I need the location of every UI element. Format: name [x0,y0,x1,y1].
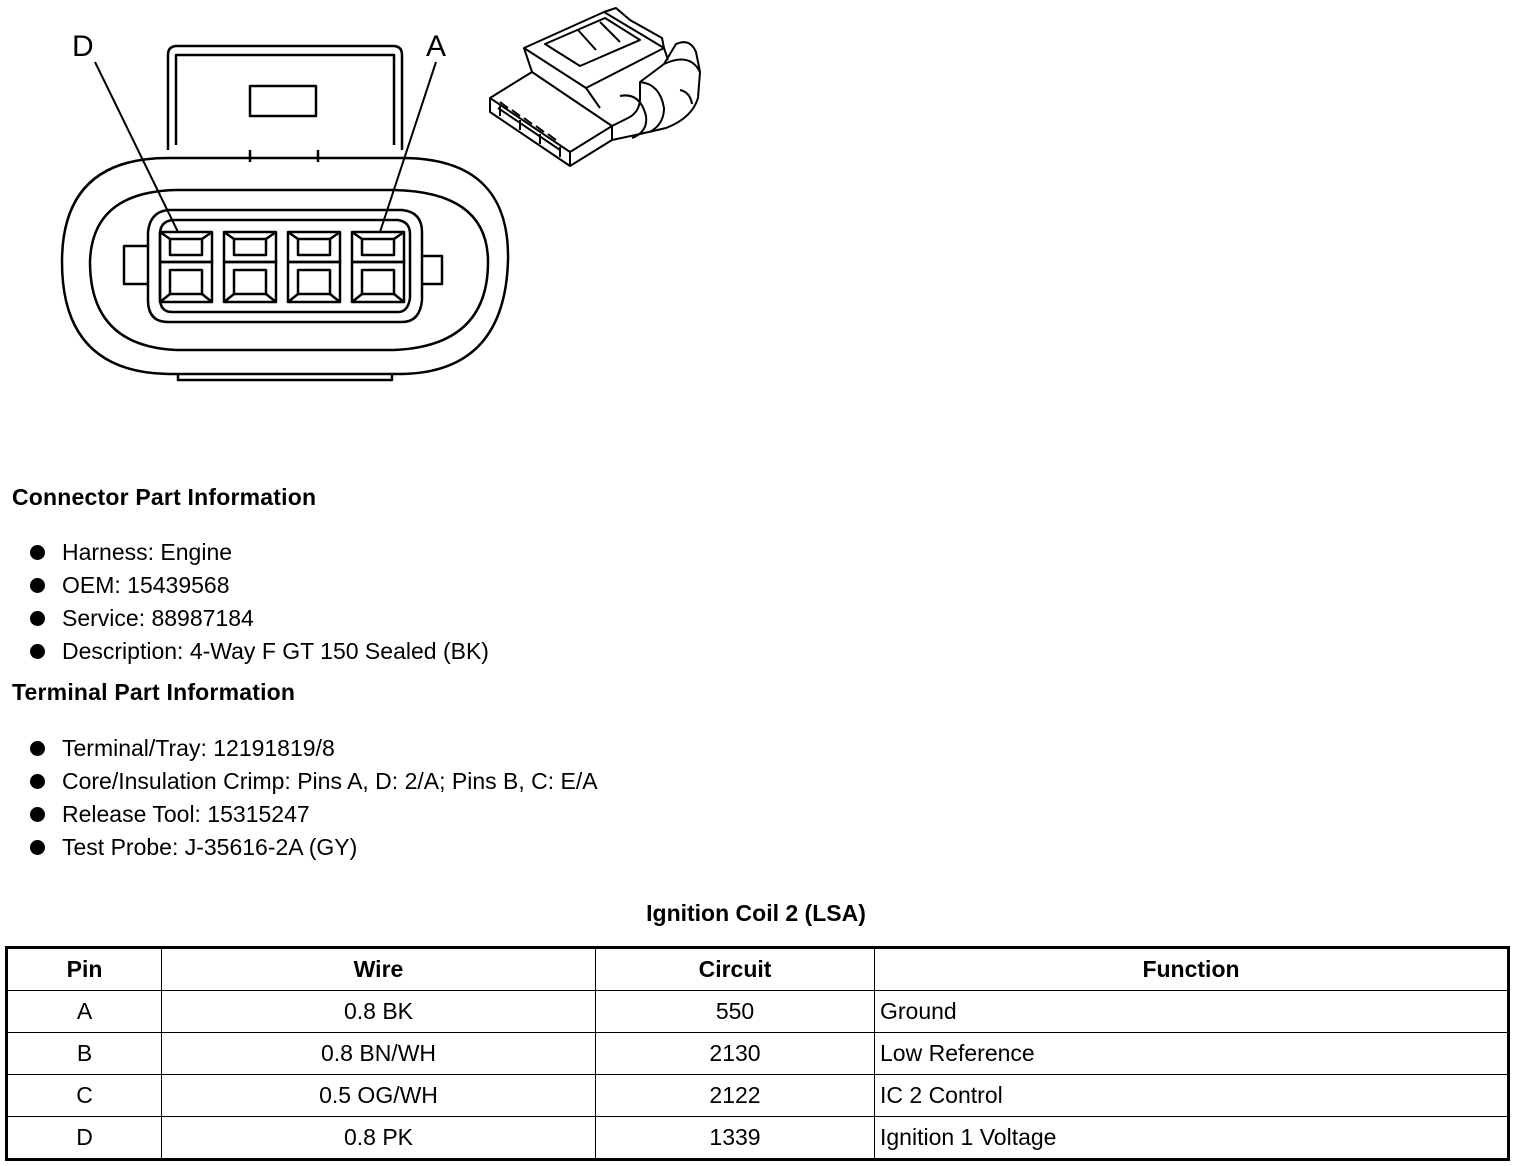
pinout-table [5,946,1510,1161]
cell-pin: D [7,1117,162,1160]
bullet-icon [30,578,45,593]
cell-circuit: 2130 [596,1033,875,1075]
list-item: Terminal/Tray: 12191819/8 [30,732,598,765]
column-header-function: Function [875,948,1509,991]
terminal-cavity-b [288,232,340,302]
column-header-pin: Pin [7,948,162,991]
cell-function: IC 2 Control [875,1075,1509,1117]
terminal-info-list [30,732,598,864]
terminal-cavity-a [352,232,404,302]
cell-wire: 0.8 PK [162,1117,596,1160]
list-item: Core/Insulation Crimp: Pins A, D: 2/A; Pins B, C: E/A [30,765,598,798]
cell-function: Low Reference [875,1033,1509,1075]
pin-label-d: D [72,30,94,63]
cell-wire: 0.5 OG/WH [162,1075,596,1117]
bullet-icon [30,644,45,659]
leader-line-d [95,62,178,232]
cell-pin: B [7,1033,162,1075]
cell-circuit: 550 [596,991,875,1033]
terminal-cavity-d [160,232,212,302]
bullet-icon [30,807,45,822]
table-row [7,1075,1509,1117]
pin-label-a: A [426,30,447,63]
terminal-info-heading: Terminal Part Information [12,679,296,705]
table-title: Ignition Coil 2 (LSA) [646,900,866,926]
list-item: OEM: 15439568 [30,569,489,602]
connector-iso-view [490,8,700,166]
column-header-circuit: Circuit [596,948,875,991]
connector-info-heading: Connector Part Information [12,484,317,510]
list-item: Release Tool: 15315247 [30,798,598,831]
bullet-icon [30,774,45,789]
cell-circuit: 1339 [596,1117,875,1160]
cell-wire: 0.8 BK [162,991,596,1033]
connector-body [62,158,508,380]
connector-info-list [30,536,489,668]
list-item: Service: 88987184 [30,602,489,635]
cell-function: Ground [875,991,1509,1033]
cell-pin: C [7,1075,162,1117]
cell-function: Ignition 1 Voltage [875,1117,1509,1160]
list-item: Test Probe: J-35616-2A (GY) [30,831,598,864]
connector-diagram [0,0,760,420]
bullet-icon [30,741,45,756]
table-row [7,991,1509,1033]
cell-pin: A [7,991,162,1033]
leader-line-a [380,62,436,232]
terminal-cavity-c [224,232,276,302]
bullet-icon [30,611,45,626]
bullet-icon [30,545,45,560]
connector-latch [168,46,402,162]
list-item: Harness: Engine [30,536,489,569]
table-row [7,1033,1509,1075]
table-row [7,1117,1509,1160]
cell-circuit: 2122 [596,1075,875,1117]
cell-wire: 0.8 BN/WH [162,1033,596,1075]
table-header-row [7,948,1509,991]
bullet-icon [30,840,45,855]
list-item: Description: 4-Way F GT 150 Sealed (BK) [30,635,489,668]
column-header-wire: Wire [162,948,596,991]
